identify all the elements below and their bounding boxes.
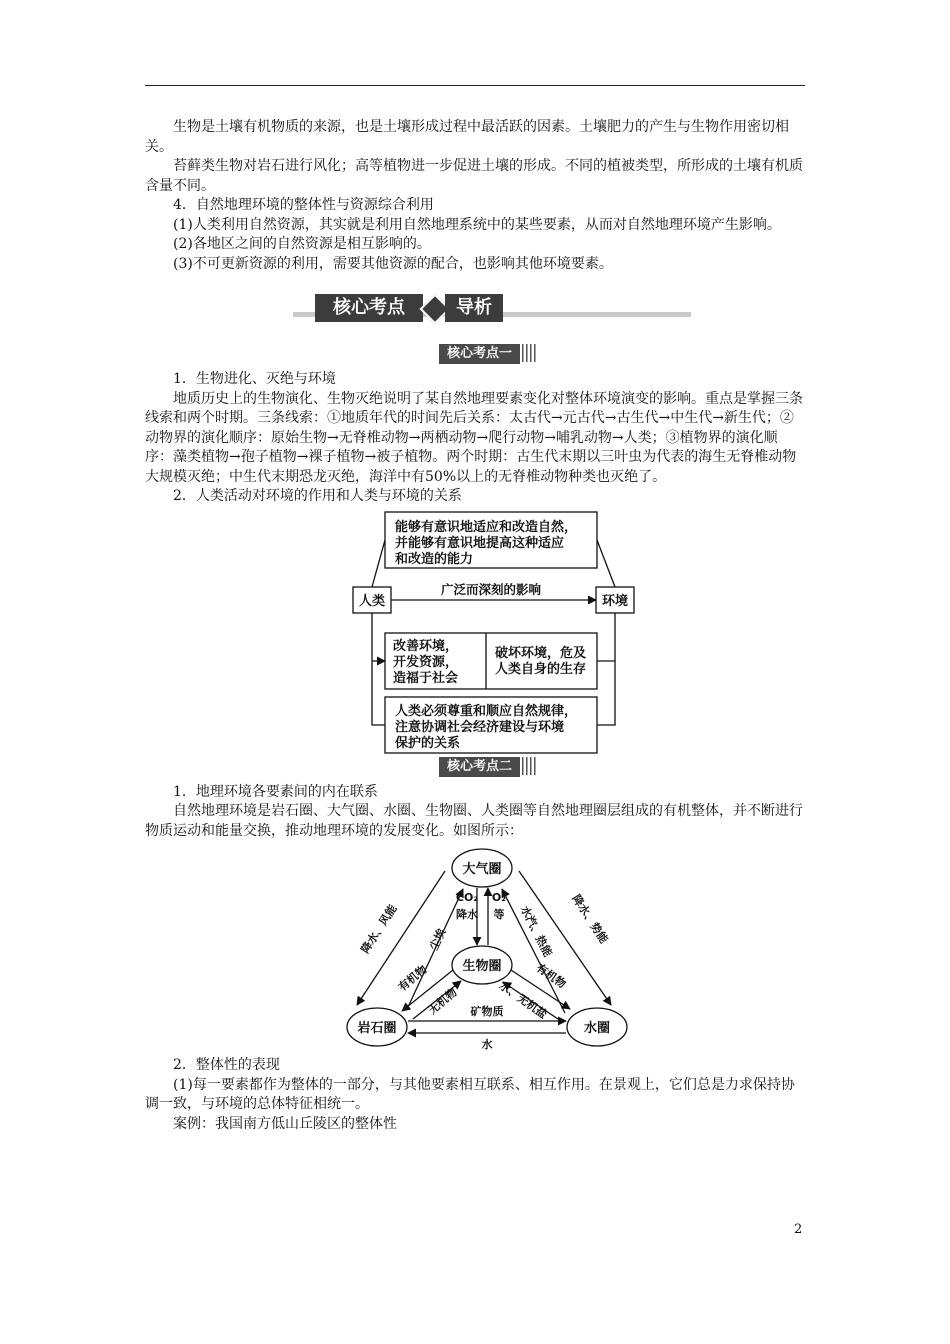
key-point-tag-1 (439, 344, 536, 364)
co2-label: CO₂ (455, 891, 479, 904)
tag-stripes (522, 344, 536, 362)
tag-label: 核心考点一 (439, 344, 520, 364)
section-heading: 1．生物进化、灭绝与环境 (173, 371, 336, 387)
left-bio-label-2: 无机物 (425, 985, 460, 1017)
paragraph: 案例：我国南方低山丘陵区的整体性 (173, 1115, 397, 1132)
hydrosphere-label: 水圈 (583, 1021, 611, 1036)
paragraph: (2)各地区之间的自然资源是相互影响的。 (173, 236, 431, 252)
page-content (145, 118, 805, 1134)
page-number: 2 (794, 1222, 803, 1237)
right-bio-label-2: 水、无机盐 (496, 979, 550, 1022)
paragraph: (3)不可更新资源的利用，需要其他资源的配合，也影响其他环境要素。 (173, 255, 613, 272)
env-label: 环境 (601, 593, 629, 609)
bottom-line-2: 注意协调社会经济建设与环境 (395, 719, 565, 735)
left-inner-label: 尘埃 (427, 926, 449, 953)
influence-label: 广泛而深刻的影响 (440, 581, 542, 597)
right-outer-label: 降水、势能 (569, 892, 611, 946)
atmosphere-label: 大气圈 (462, 862, 502, 877)
bottom-line-1: 人类必须尊重和顺应自然规律， (395, 703, 578, 719)
right-line-2: 人类自身的生存 (495, 661, 587, 677)
precip-label-a: 降水 (456, 908, 478, 921)
paragraph: 自然地理环境是岩石圈、大气圈、水圈、生物圈、人类圈等自然地理圈层组成的有机整体，并不断进行物质运动和能量交换，推动地理环境的发展变化。如图所示： (145, 803, 803, 839)
banner-left: 核心考点 (315, 294, 423, 322)
water-flow-label: 水 (481, 1038, 493, 1051)
top-line-2: 并能够有意识地提高这种适应 (395, 535, 565, 551)
top-line-1: 能够有意识地适应和改造自然， (395, 519, 578, 535)
bottom-line-3: 保护的关系 (395, 735, 461, 751)
left-line-1: 改善环境， (393, 638, 459, 654)
paragraph: (1)每一要素都作为整体的一部分，与其他要素相互联系、相互作用。在景观上，它们总是力求保持协调一致，与环境的总体特征相统一。 (145, 1076, 795, 1112)
top-line-3: 和改造的能力 (395, 551, 474, 567)
right-line-1: 破坏环境，危及 (495, 645, 587, 661)
section-heading: 2．人类活动对环境的作用和人类与环境的关系 (173, 488, 462, 504)
paragraph: 苔藓类生物对岩石进行风化；高等植物进一步促进土壤的形成。不同的植被类型，所形成的土壤有机质含量不同。 (145, 158, 803, 194)
right-inner-label: 水汽、热能 (517, 903, 555, 959)
human-environment-diagram (145, 507, 805, 755)
section-heading: 2．整体性的表现 (173, 1057, 280, 1073)
key-point-tag-2 (439, 757, 536, 777)
human-label: 人类 (358, 593, 386, 609)
o2-label: O₂ (491, 891, 507, 904)
lithosphere-label: 岩石圈 (357, 1021, 397, 1036)
tag-label: 核心考点二 (439, 757, 520, 777)
paragraph: 生物是土壤有机物质的来源，也是土壤形成过程中最活跃的因素。土壤肥力的产生与生物作用密切相关。 (145, 119, 789, 155)
sphere-interaction-diagram (145, 841, 805, 1056)
section-heading: 4．自然地理环境的整体性与资源综合利用 (173, 197, 434, 213)
banner-right: 导析 (445, 294, 503, 322)
header-rule (145, 85, 805, 86)
left-bio-label-1: 有机物 (395, 962, 430, 994)
section-heading: 1．地理环境各要素间的内在联系 (173, 783, 378, 800)
right-bio-label-1: 有机物 (533, 961, 569, 991)
section-banner (145, 288, 805, 342)
biosphere-label: 生物圈 (462, 959, 502, 974)
left-outer-label: 降水、风能 (358, 902, 400, 956)
etc-label: 等 (493, 908, 505, 921)
tag-stripes (522, 757, 536, 775)
left-line-3: 造福于社会 (393, 670, 459, 686)
left-line-2: 开发资源， (393, 654, 459, 670)
paragraph: 地质历史上的生物演化、生物灭绝说明了某自然地理要素变化对整体环境演变的影响。重点是掌握三条线索和两个时期。三条线索：①地质年代的时间先后关系：太古代→元古代→古生代→中生代→新生代；②动物界的演化顺序：原始生物→无脊椎动物→两栖动物→爬行动物→哺乳动物→人类；③植物界的演化顺序：藻类植物→孢子植物→裸子植物→被子植物。两个时期：古生代末期以三叶虫为代表的海生无脊椎动物大规模灭绝；中生代末期恐龙灭绝，海洋中有50%以上的无脊椎动物种类也灭绝了。 (145, 390, 803, 485)
mineral-label: 矿物质 (470, 1005, 504, 1018)
paragraph: (1)人类利用自然资源，其实就是利用自然地理系统中的某些要素，从而对自然地理环境产生影响。 (173, 216, 781, 233)
